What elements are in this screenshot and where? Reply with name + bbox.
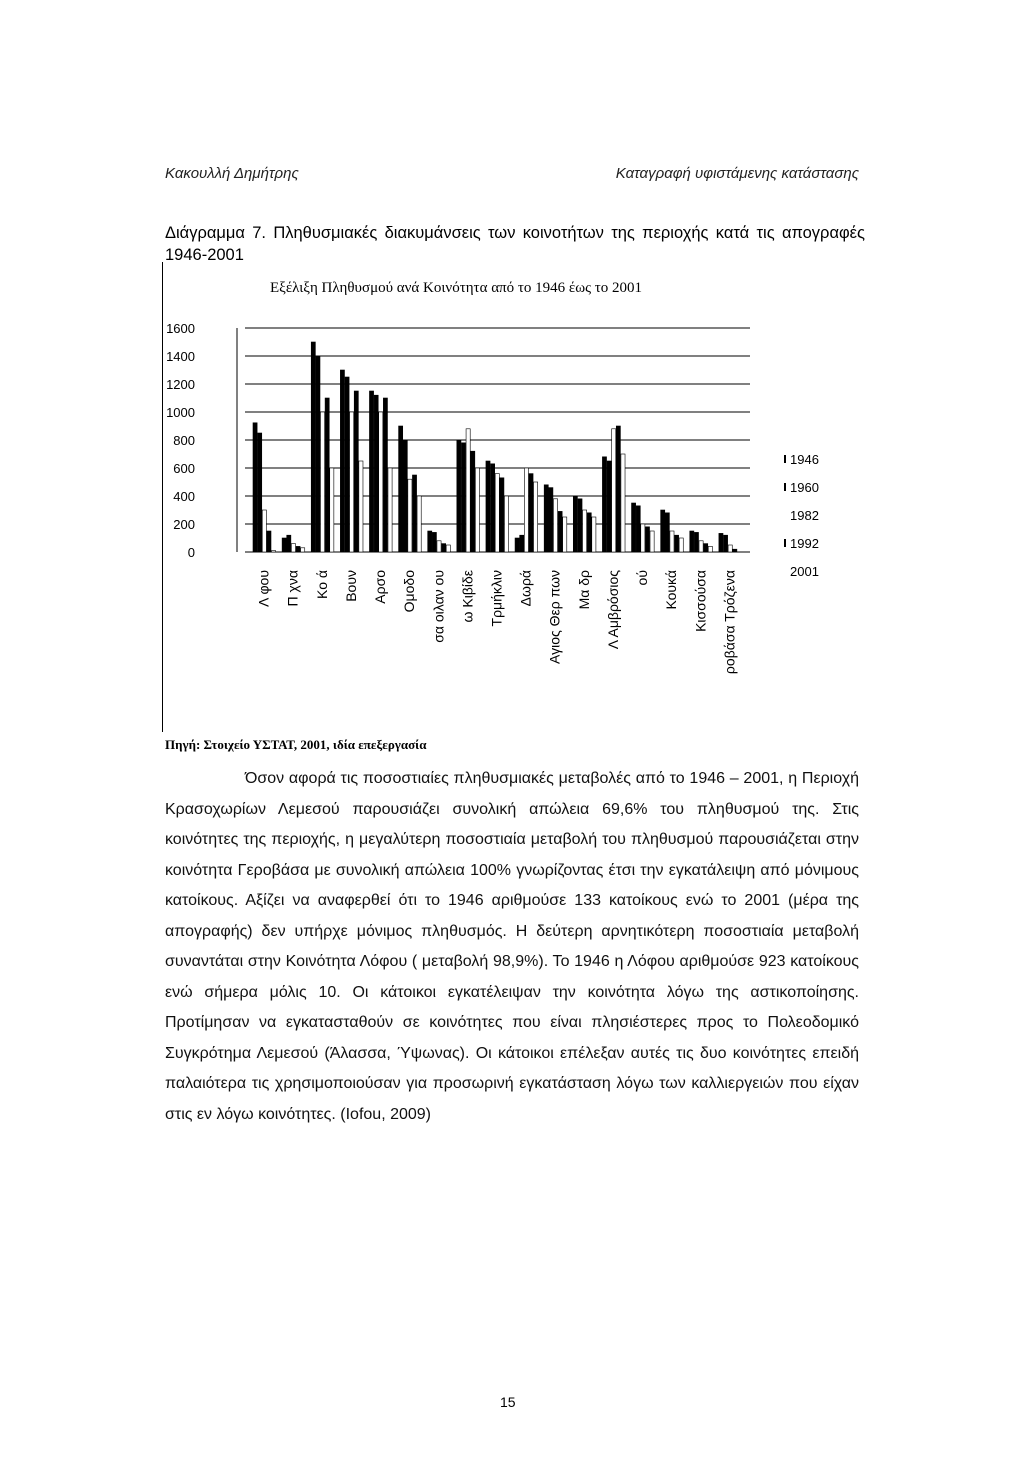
legend-label: 1992 — [790, 536, 819, 551]
bar-1982-10 — [553, 499, 557, 552]
y-tick-label: 200 — [173, 517, 195, 532]
bar-1960-9 — [520, 535, 524, 552]
bar-1960-0 — [258, 433, 262, 552]
x-tick-label: Δωρά — [517, 570, 534, 607]
bar-2001-14 — [679, 538, 683, 552]
bar-1946-4 — [369, 391, 373, 552]
chart-legend — [784, 452, 819, 579]
bar-1982-12 — [612, 429, 616, 552]
legend-marker — [784, 511, 786, 519]
bar-1992-7 — [471, 451, 475, 552]
x-tick-label: Βουν — [342, 570, 359, 602]
bar-1960-15 — [694, 532, 698, 552]
bar-1960-3 — [345, 377, 349, 552]
figure-caption: Διάγραμμα 7. Πληθυσμιακές διακυμάνσεις των κοινοτήτων της περιοχής κατά τις απογραφές 1946-2001 — [165, 224, 865, 264]
bar-1946-7 — [457, 440, 461, 552]
bar-1992-12 — [616, 426, 620, 552]
bar-1946-2 — [311, 342, 315, 552]
bar-1960-14 — [665, 513, 669, 552]
bar-1992-15 — [704, 544, 708, 552]
legend-label: 1946 — [790, 452, 819, 467]
bar-1960-6 — [432, 532, 436, 552]
bar-1946-16 — [719, 533, 723, 552]
legend-label: 2001 — [790, 564, 819, 579]
legend-marker — [784, 539, 786, 547]
y-tick-label: 800 — [173, 433, 195, 448]
x-tick-label: Τρμήκλιν — [488, 570, 505, 627]
bar-2001-11 — [592, 517, 596, 552]
page-header-section: Καταγραφή υφιστάμενης κατάστασης — [615, 165, 859, 182]
bar-1960-4 — [374, 395, 378, 552]
bar-2001-12 — [621, 454, 625, 552]
legend-marker — [784, 455, 786, 463]
y-tick-label: 400 — [173, 489, 195, 504]
bar-1960-12 — [607, 461, 611, 552]
legend-label: 1982 — [790, 508, 819, 523]
bar-1992-10 — [558, 511, 562, 552]
bar-1982-13 — [641, 524, 645, 552]
bar-2001-10 — [563, 517, 567, 552]
y-tick-label: 1000 — [166, 405, 195, 420]
bar-2001-7 — [475, 468, 479, 552]
bar-2001-5 — [417, 496, 421, 552]
bar-1982-16 — [728, 545, 732, 552]
x-tick-label: ροβάσα Τρόζενα — [721, 570, 738, 675]
bar-1992-16 — [733, 549, 737, 552]
bar-1982-14 — [670, 531, 674, 552]
bar-1946-13 — [632, 503, 636, 552]
y-tick-label: 1600 — [166, 321, 195, 336]
y-tick-label: 1200 — [166, 377, 195, 392]
bar-2001-1 — [301, 548, 305, 552]
bar-1992-5 — [412, 475, 416, 552]
bar-1960-7 — [461, 443, 465, 552]
bar-1992-2 — [325, 398, 329, 552]
bar-1992-4 — [383, 398, 387, 552]
bar-1960-13 — [636, 506, 640, 552]
bar-1982-4 — [379, 412, 383, 552]
bar-1946-6 — [428, 531, 432, 552]
x-axis-labels — [256, 570, 738, 674]
bar-1992-11 — [587, 513, 591, 552]
bar-1946-14 — [661, 510, 665, 552]
bar-1992-8 — [500, 478, 504, 552]
bar-1946-3 — [340, 370, 344, 552]
bar-1960-2 — [316, 356, 320, 552]
legend-label: 1960 — [790, 480, 819, 495]
bar-2001-0 — [271, 551, 275, 552]
bar-1982-15 — [699, 541, 703, 552]
bar-1946-11 — [573, 496, 577, 552]
bar-1992-6 — [442, 544, 446, 552]
bar-1992-1 — [296, 546, 300, 552]
x-tick-label: Π χνα — [284, 570, 301, 607]
x-tick-label: σα οιλαν ου — [430, 570, 447, 643]
bar-1960-16 — [724, 535, 728, 552]
legend-marker — [784, 483, 786, 491]
bar-1946-10 — [544, 485, 548, 552]
x-tick-label: Λ φου — [255, 570, 272, 607]
bar-1946-1 — [282, 538, 286, 552]
bar-1946-0 — [253, 423, 257, 552]
bar-1982-5 — [408, 479, 412, 552]
bar-2001-3 — [359, 461, 363, 552]
y-tick-label: 0 — [187, 545, 195, 560]
bar-1982-8 — [495, 474, 499, 552]
bar-1992-0 — [267, 531, 271, 552]
bar-1960-1 — [287, 535, 291, 552]
bar-2001-8 — [504, 496, 508, 552]
bar-1946-12 — [602, 457, 606, 552]
bar-1960-5 — [403, 440, 407, 552]
x-tick-label: Μα δρ — [575, 570, 592, 610]
bar-2001-6 — [446, 545, 450, 552]
x-tick-label: ω Κιβίδε — [459, 570, 476, 623]
chart-title: Εξέλιξη Πληθυσμού ανά Κοινότητα από το 1946 έως το 2001 — [270, 280, 643, 296]
bar-1982-7 — [466, 429, 470, 552]
bar-1982-6 — [437, 541, 441, 552]
body-paragraph: Όσον αφορά τις ποσοστιαίες πληθυσμιακές μεταβολές από το 1946 – 2001, η Περιοχή Κρασοχωρίων Λεμεσού παρουσιάζει συνολική απώλεια 69,6% του πληθυσμού της. Στις κοινότητες της περιοχής, η μεγαλύτερη ποσοστιαία μεταβολή του πληθυσμού παρουσιάζεται στην κοινότητα Γεροβάσα με συνολική απώλεια 100% γνωρίζοντας έτσι την εγκατάλειψη από μόνιμους κατοίκους. Αξίζει να αναφερθεί ότι το 1946 αριθμούσε 133 κατοίκους ενώ το 2001 (μέρα της απογραφής) δεν υπήρχε μόνιμος πληθυσμός. Η δεύτερη αρνητικότερη ποσοστιαία μεταβολή συναντάται στην Κοινότητα Λόφου ( μεταβολή 98,9%). Το 1946 η Λόφου αριθμούσε 923 κατοίκους ενώ σήμερα μόλις 10. Οι κάτοικοι εγκατέλειψαν την κοινότητα λόγω της αστικοποίησης. Προτίμησαν να εγκατασταθούν σε κοινότητες που είναι πλησιέστερες προς το Πολεοδομικό Συγκρότημα Λεμεσού (Άλασσα, Ύψωνας). Οι κάτοικοι επέλεξαν αυτές τις δυο κοινότητες επειδή παλαιότερα τις χρησιμοποιούσαν για προσωρινή εγκατάσταση λόγω των καλλιεργειών που είχαν στις εν λόγω κοινότητες. (Iofou, 2009) — [165, 770, 859, 1123]
bar-1992-13 — [645, 527, 649, 552]
x-tick-label: Κουκά — [663, 570, 680, 610]
x-tick-label: Λ Αμβρόσιος — [604, 570, 621, 650]
bar-1982-11 — [583, 510, 587, 552]
bar-1982-3 — [350, 412, 354, 552]
bar-1992-14 — [675, 535, 679, 552]
body-text — [165, 764, 859, 1130]
chart-bars — [253, 342, 737, 552]
x-tick-label: Ομοδο — [401, 570, 418, 613]
legend-marker — [784, 567, 786, 575]
bar-2001-13 — [650, 531, 654, 552]
bar-1982-1 — [291, 544, 295, 552]
bar-1946-5 — [399, 426, 403, 552]
bar-1982-9 — [524, 468, 528, 552]
x-tick-label: ού — [634, 570, 651, 586]
x-tick-label: Αρσο — [372, 570, 389, 604]
bar-1946-8 — [486, 461, 490, 552]
bar-1960-8 — [491, 464, 495, 552]
bar-2001-9 — [534, 482, 538, 552]
bar-1960-10 — [549, 488, 553, 552]
x-tick-label: Κο ά — [313, 570, 330, 599]
bar-1982-2 — [320, 412, 324, 552]
y-axis-ticks — [166, 321, 195, 560]
page-number: 15 — [500, 1394, 516, 1410]
page-header-author: Κακουλλή Δημήτρης — [165, 165, 299, 182]
bar-1960-11 — [578, 499, 582, 552]
bar-1946-15 — [690, 531, 694, 552]
population-bar-chart — [160, 300, 860, 710]
y-tick-label: 1400 — [166, 349, 195, 364]
x-tick-label: Αγιος Θερ πων — [546, 570, 563, 664]
bar-1992-9 — [529, 474, 533, 552]
bar-1982-0 — [262, 510, 266, 552]
y-tick-label: 600 — [173, 461, 195, 476]
figure-source: Πηγή: Στοιχείο ΥΣΤΑΤ, 2001, ιδία επεξεργασία — [165, 737, 427, 752]
bar-1992-3 — [354, 391, 358, 552]
bar-1946-9 — [515, 538, 519, 552]
bar-2001-4 — [388, 468, 392, 552]
bar-2001-2 — [330, 468, 334, 552]
bar-2001-15 — [708, 546, 712, 552]
x-tick-label: Κισσούσα — [692, 570, 709, 632]
